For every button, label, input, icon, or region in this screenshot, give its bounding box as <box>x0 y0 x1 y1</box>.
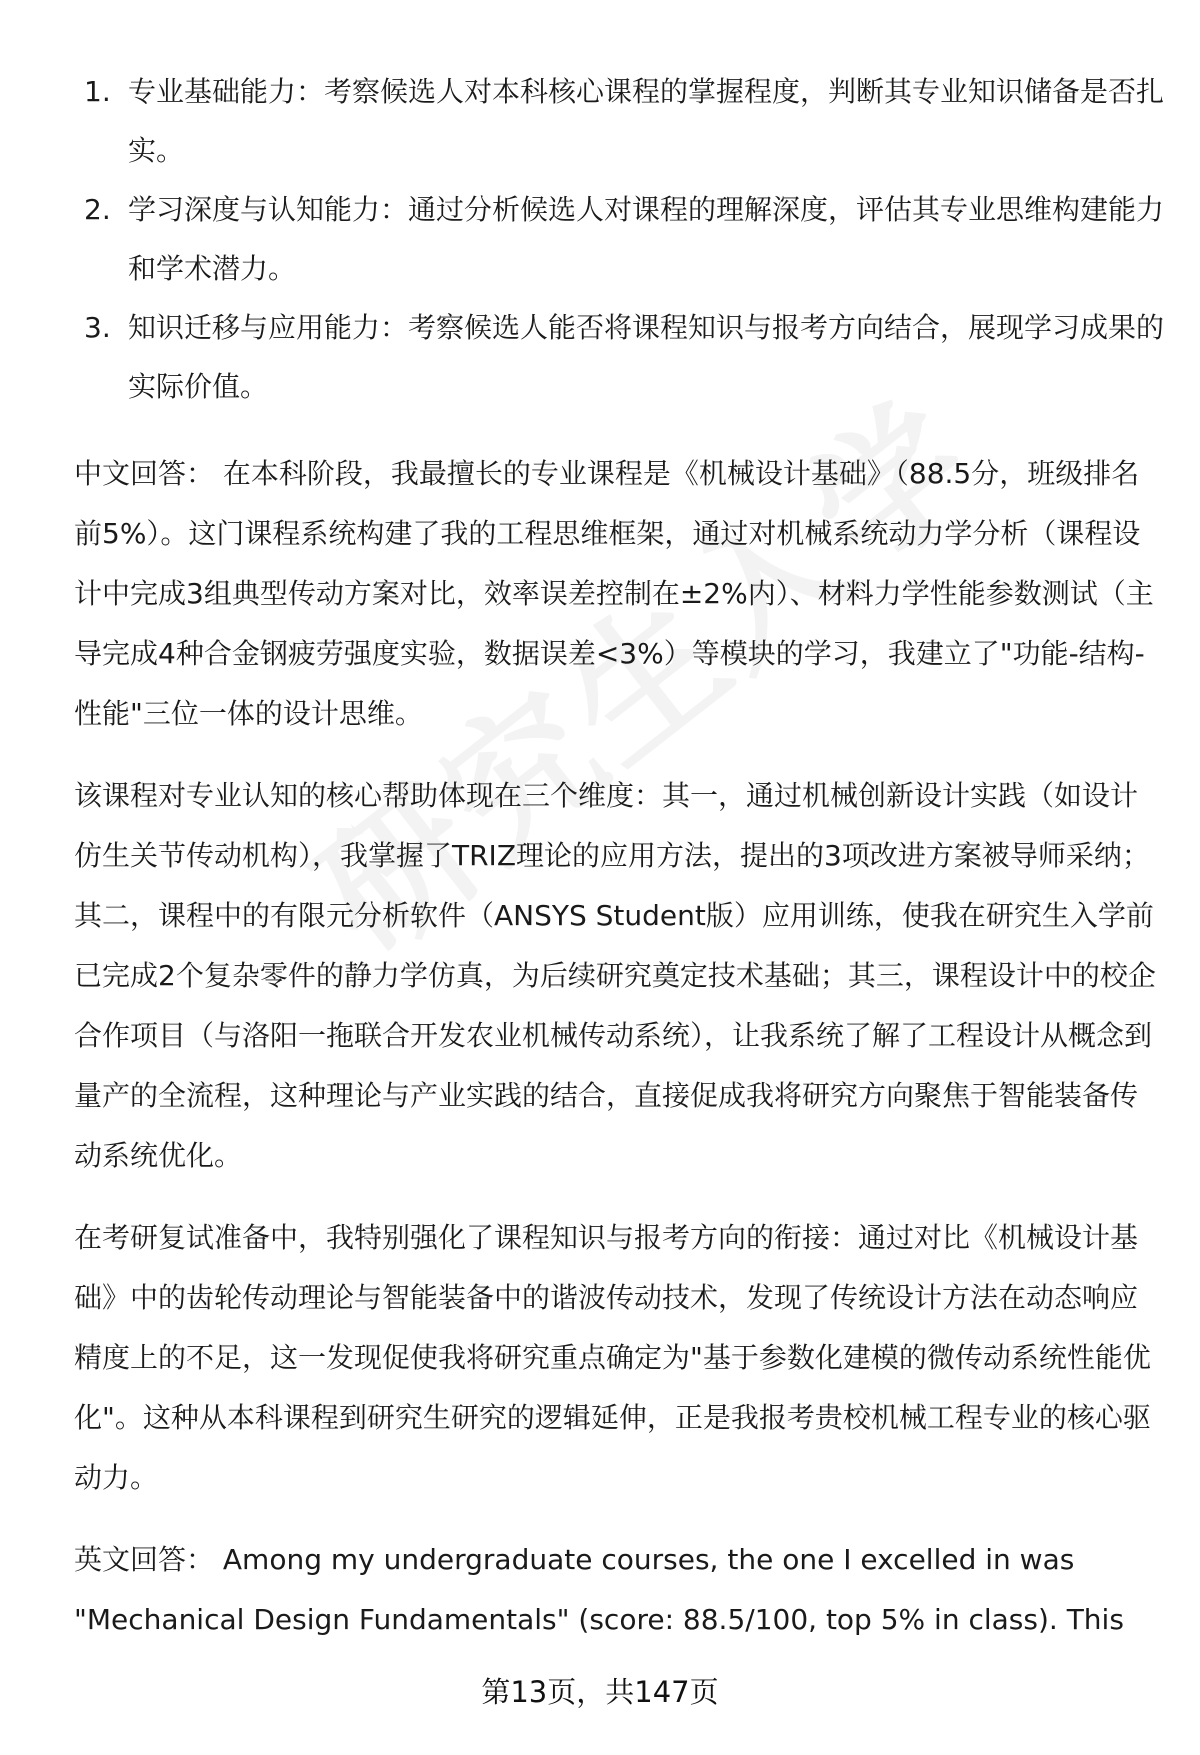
criteria-list <box>74 62 1164 416</box>
list-text: 专业基础能力：考察候选人对本科核心课程的掌握程度，判断其专业知识储备是否扎实。 <box>128 75 1165 167</box>
chinese-answer-paragraph: 中文回答： 在本科阶段，我最擅长的专业课程是《机械设计基础》（88.5分，班级排名前5%）。这门课程系统构建了我的工程思维框架，通过对机械系统动力学分析（课程设计中完成3组典型传动方案对比，效率误差控制在±2%内）、材料力学性能参数测试（主导完成4种合金钢疲劳强度实验，数据误差<3%）等模块的学习，我建立了"功能-结构-性能"三位一体的设计思维。 <box>74 457 1154 730</box>
list-number: 2. <box>84 193 111 226</box>
list-number: 1. <box>84 75 111 108</box>
list-item <box>74 62 1164 180</box>
page-number: 第13页，共147页 <box>481 1675 719 1709</box>
english-answer-paragraph: 英文回答： Among my undergraduate courses, the one I excelled in was "Mechanical Design Fundamentals" (score: 88.5/100, top 5% in class). This <box>74 1543 1124 1636</box>
list-number: 3. <box>84 311 111 344</box>
course-help-paragraph: 该课程对专业认知的核心帮助体现在三个维度：其一，通过机械创新设计实践（如设计仿生关节传动机构），我掌握了TRIZ理论的应用方法，提出的3项改进方案被导师采纳；其二，课程中的有限元分析软件（ANSYS Student版）应用训练，使我在研究生入学前已完成2个复杂零件的静力学仿真，为后续研究奠定技术基础；其三，课程设计中的校企合作项目（与洛阳一拖联合开发农业机械传动系统），让我系统了解了工程设计从概念到量产的全流程，这种理论与产业实践的结合，直接促成我将研究方向聚焦于智能装备传动系统优化。 <box>74 779 1156 1172</box>
list-item <box>74 298 1164 416</box>
list-item <box>74 180 1164 298</box>
exam-prep-paragraph: 在考研复试准备中，我特别强化了课程知识与报考方向的衔接：通过对比《机械设计基础》中的齿轮传动理论与智能装备中的谐波传动技术，发现了传统设计方法在动态响应精度上的不足，这一发现促使我将研究重点确定为"基于参数化建模的微传动系统性能优化"。这种从本科课程到研究生研究的逻辑延伸，正是我报考贵校机械工程专业的核心驱动力。 <box>74 1221 1151 1494</box>
page-content <box>74 62 1164 1650</box>
list-text: 知识迁移与应用能力：考察候选人能否将课程知识与报考方向结合，展现学习成果的实际价值。 <box>128 311 1165 403</box>
list-text: 学习深度与认知能力：通过分析候选人对课程的理解深度，评估其专业思维构建能力和学术潜力。 <box>128 193 1165 285</box>
